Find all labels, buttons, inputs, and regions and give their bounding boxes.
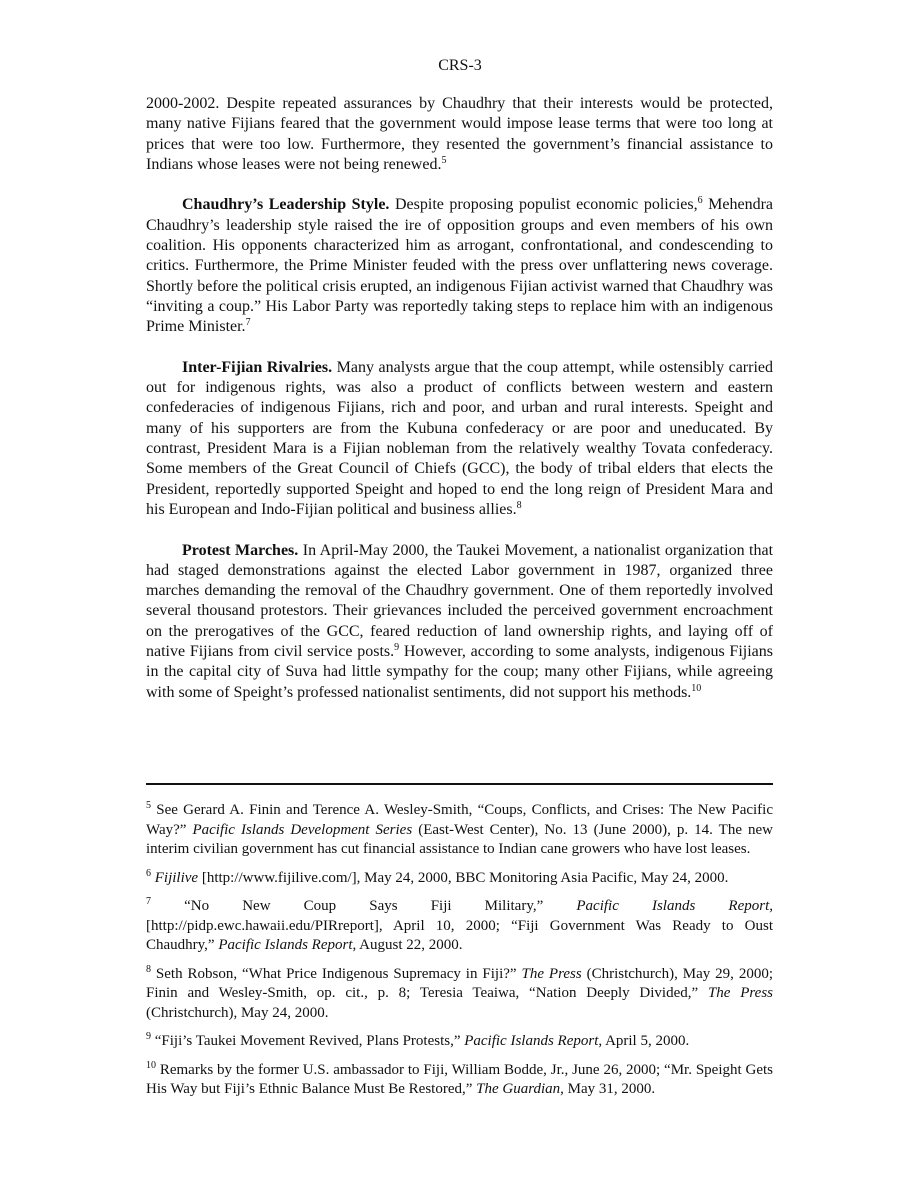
page-number-header: CRS-3 xyxy=(438,57,482,74)
footnote-8: $^8$ Seth Robson, “What Price Indigenous Supremacy in Fiji?” The Press (Christchurch), May 29, 2000; Finin and Wesley-Smith, op. cit., p. 8; Teresia Teaiwa, “Nation Deeply Divided,” The Press (Christchurch), May 24, 2000. xyxy=(146,963,774,1021)
section-heading-protest-marches: Protest Marches. xyxy=(182,541,299,559)
footnotes xyxy=(146,801,773,1109)
footnote-ref-8[interactable]: 8 xyxy=(516,499,522,511)
section-heading-inter-fijian-rivalries: Inter-Fijian Rivalries. xyxy=(182,358,333,376)
paragraph-lease-concerns: 2000-2002. Despite repeated assurances by Chaudhry that their interests would be protected, many native Fijians feared that the government would impose lease terms that were too long at prices that were too low. Furthermore, they resented the government’s financial assistance to Indians whose leases were not being renewed.$^5$ xyxy=(146,95,773,173)
paragraph-protest-marches: Protest Marches. In April-May 2000, the Taukei Movement, a nationalist organization that had staged demonstrations against the elected Labor government in 1987, organized three marches demanding the removal of the Chaudhry government. One of them reportedly involved several thousand protestors. Their grievances included the perceived government encroachment on the prerogatives of the GCC, feared reduction of land ownership rights, and laying off of native Fijians from civil service posts.$^9$ However, according to some analysts, indigenous Fijians in the capital city of Suva had little sympathy for the coup; many other Fijians, while agreeing with some of Speight’s professed nationalist sentiments, did not support his methods.$^{10}$ xyxy=(146,541,774,701)
footnote-6: $^6$ Fijilive [http://www.fijilive.com/], May 24, 2000, BBC Monitoring Asia Pacific, May 24, 2000. xyxy=(146,867,729,886)
footnote-7: $^7$ “No New Coup Says Fiji Military,” Pacific Islands Report, [http://pidp.ewc.hawaii.edu/PIRreport], April 10, 2000; “Fiji Government Was Ready to Oust Chaudhry,” Pacific Islands Report, August 22, 2000. xyxy=(146,896,773,953)
footnote-ref-10[interactable]: 10 xyxy=(691,682,702,694)
body-text xyxy=(146,94,773,723)
footnote-ref-5[interactable]: 5 xyxy=(441,154,447,166)
footnote-divider xyxy=(146,783,773,785)
section-heading-leadership-style: Chaudhry’s Leadership Style. xyxy=(182,196,390,214)
footnote-10: $^{10}$ Remarks by the former U.S. ambassador to Fiji, William Bodde, Jr., June 26, 2000; “Mr. Speight Gets His Way but Fiji’s Ethnic Balance Must Be Restored,” The Guardian, May 31, 2000. xyxy=(146,1059,773,1097)
paragraph-inter-fijian-rivalries: Inter-Fijian Rivalries. Many analysts argue that the coup attempt, while ostensibly carried out for indigenous rights, was also a product of conflicts between western and eastern confederacies of indigenous Fijians, rich and poor, and urban and rural interests. Speight and many of his supporters are from the Kubuna confederacy or are poor and uneducated. By contrast, President Mara is a Fijian nobleman from the relatively wealthy Tovata confederacy. Some members of the Great Council of Chiefs (GCC), the body of tribal elders that elects the President, reportedly supported Speight and hoped to end the long reign of President Mara and his European and Indo-Fijian political and business allies.$^8$ xyxy=(146,358,773,518)
footnote-9: $^9$ “Fiji’s Taukei Movement Revived, Plans Protests,” Pacific Islands Report, April 5, 2000. xyxy=(146,1031,690,1049)
paragraph-leadership-style: Chaudhry’s Leadership Style. Despite proposing populist economic policies,$^6$ Mehendra Chaudhry’s leadership style raised the ire of opposition groups and even members of his own coalition. His opponents characterized him as arrogant, confrontational, and condescending to critics. Furthermore, the Prime Minister feuded with the press over unflattering news coverage. Shortly before the political crisis erupted, an indigenous Fijian activist warned that Chaudhry was “inviting a coup.” His Labor Party was reportedly taking steps to replace him with an indigenous Prime Minister.$^7$ xyxy=(146,195,774,336)
footnote-5: $^5$ See Gerard A. Finin and Terence A. Wesley-Smith, “Coups, Conflicts, and Crises: The New Pacific Way?” Pacific Islands Development Series (East-West Center), No. 13 (June 2000), p. 14. The new interim civilian government has cut financial assistance to Indian cane growers who have lost leases. xyxy=(146,800,773,857)
footnote-ref-6[interactable]: 6 xyxy=(697,195,703,207)
footnote-ref-7[interactable]: 7 xyxy=(245,317,251,329)
footnote-ref-9[interactable]: 9 xyxy=(394,642,400,654)
